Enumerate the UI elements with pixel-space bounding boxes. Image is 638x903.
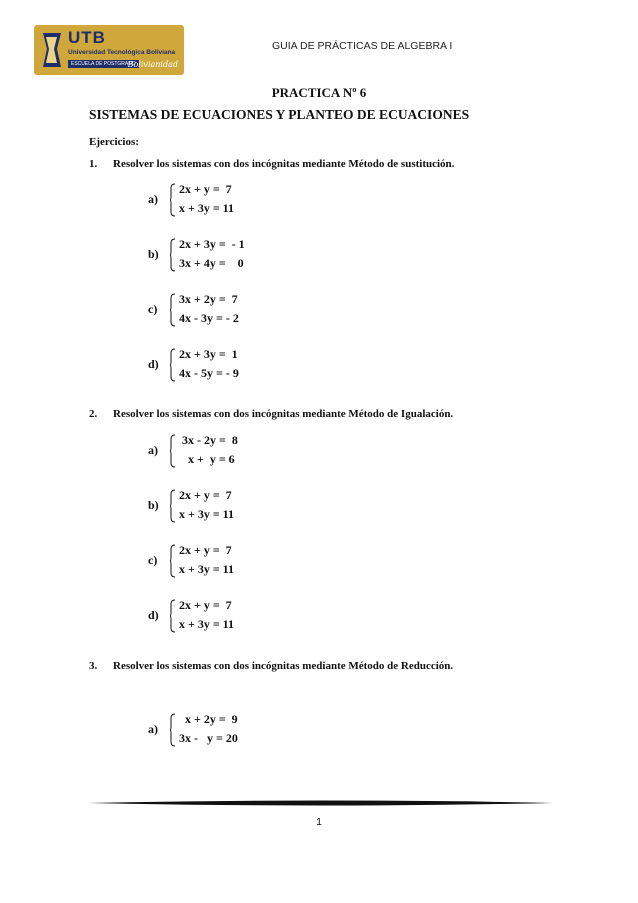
left-brace-icon (170, 713, 176, 747)
equation-1: 2x + 3y = - 1 (179, 237, 245, 251)
practice-title: PRACTICA Nº 6 (271, 85, 367, 100)
main-heading: SISTEMAS DE ECUACIONES Y PLANTEO DE ECUACIONES (89, 107, 470, 122)
equation-2: 3x + 4y = 0 (179, 256, 244, 270)
equation-1: x + 2y = 9 (179, 712, 238, 726)
equation-1: 3x + 2y = 7 (179, 292, 238, 306)
exercise-2-instruction (89, 408, 453, 420)
equation-1: 2x + y = 7 (179, 182, 232, 196)
equation-1: 2x + y = 7 (179, 543, 232, 557)
left-brace-icon (170, 238, 176, 272)
equation-2: x + 3y = 11 (179, 507, 235, 521)
system-letter: c) (148, 302, 158, 316)
exercise-1-instruction (89, 158, 454, 170)
system-letter: d) (148, 608, 159, 622)
footer-divider (88, 798, 553, 808)
equation-2: 4x - 3y = - 2 (179, 311, 239, 325)
left-brace-icon (170, 434, 176, 468)
system-letter: b) (148, 247, 159, 261)
exercise-number: 2. (89, 408, 98, 420)
equation-1: 2x + y = 7 (179, 598, 232, 612)
exercise-number: 1. (89, 158, 98, 170)
equation-2: x + 3y = 11 (179, 617, 235, 631)
equation-1: 3x - 2y = 8 (179, 433, 238, 447)
left-brace-icon (170, 489, 176, 523)
exercise-3-instruction (89, 660, 453, 672)
document-header-title: GUIA DE PRÁCTICAS DE ALGEBRA I (272, 40, 453, 52)
logo-subtitle: Universidad Tecnológica Boliviana (68, 49, 176, 56)
system-letter: d) (148, 357, 159, 371)
left-brace-icon (170, 599, 176, 633)
left-brace-icon (170, 293, 176, 327)
system-letter: b) (148, 498, 159, 512)
equation-2: x + y = 6 (179, 452, 235, 466)
left-brace-icon (170, 348, 176, 382)
university-emblem-icon (39, 29, 65, 71)
instruction-text: Resolver los sistemas con dos incógnitas mediante Método de sustitución. (113, 158, 455, 170)
system-letter: a) (148, 722, 158, 736)
system-letter: c) (148, 553, 158, 567)
left-brace-icon (170, 183, 176, 217)
equation-2: x + 3y = 11 (179, 562, 235, 576)
exercise-number: 3. (89, 660, 98, 672)
equation-2: 4x - 5y = - 9 (179, 366, 239, 380)
page-number: 1 (316, 816, 322, 828)
equation-2: x + 3y = 11 (179, 201, 235, 215)
exercises-label: Ejercicios: (89, 136, 139, 148)
system-letter: a) (148, 443, 158, 457)
left-brace-icon (170, 544, 176, 578)
instruction-text: Resolver los sistemas con dos incógnitas mediante Método de Reducción. (113, 660, 454, 672)
equation-2: 3x - y = 20 (179, 731, 238, 745)
equation-1: 2x + 3y = 1 (179, 347, 238, 361)
utb-logo (34, 25, 184, 75)
logo-school: ESCUELA DE POSTGRADO (68, 60, 139, 68)
logo-signature: Bolivianidad (127, 60, 178, 69)
instruction-text: Resolver los sistemas con dos incógnitas mediante Método de Igualación. (113, 408, 454, 420)
logo-text: UTB (68, 28, 106, 47)
system-letter: a) (148, 192, 158, 206)
equation-1: 2x + y = 7 (179, 488, 232, 502)
